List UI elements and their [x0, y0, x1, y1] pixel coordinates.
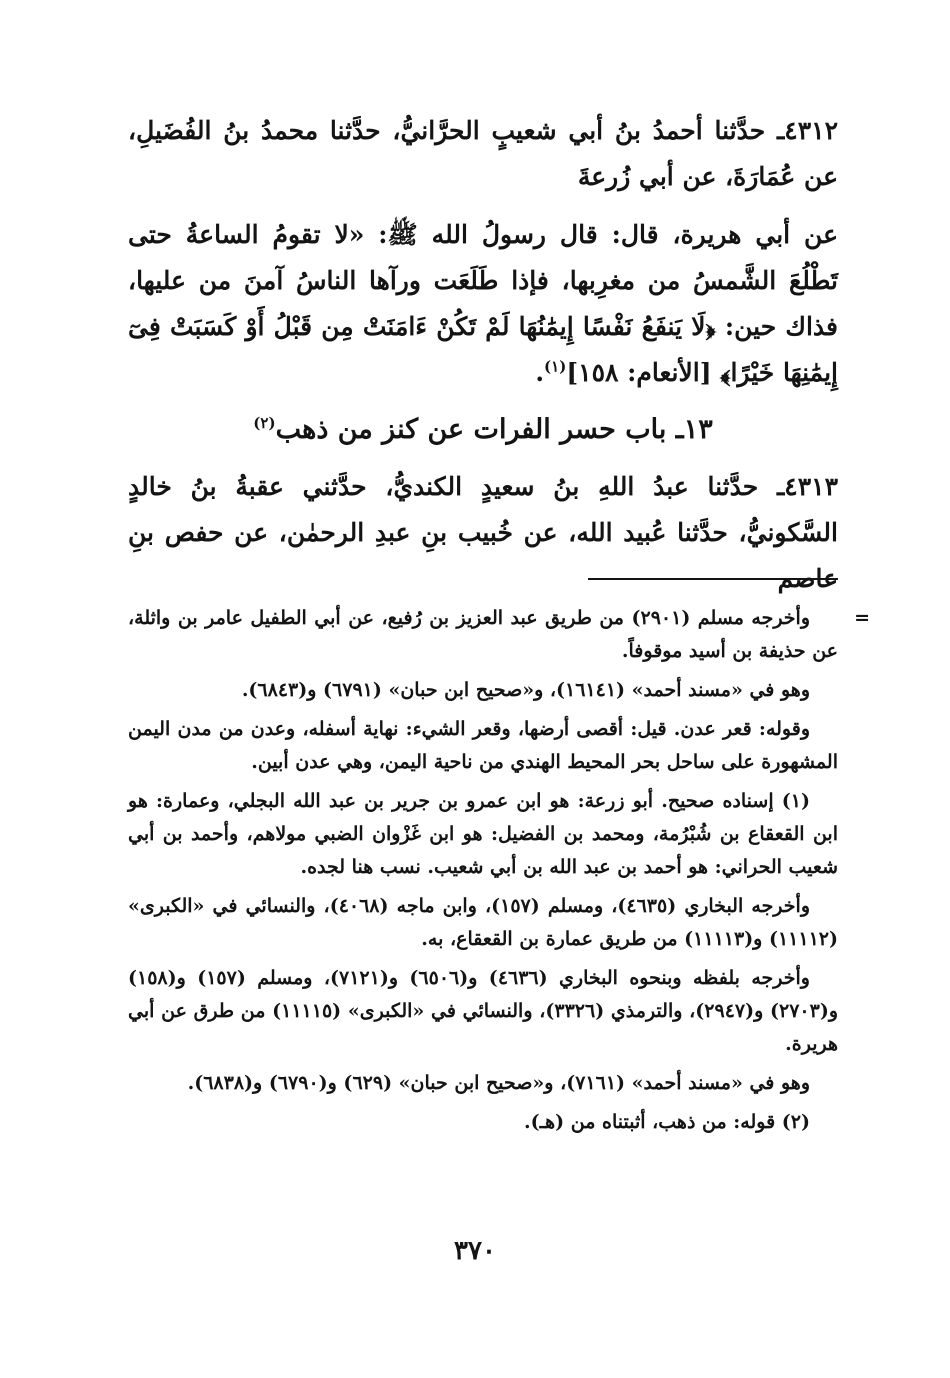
hadith-4312-body: عن أبي هريرة، قال: قال رسولُ الله ﷺ: «لا تقومُ الساعةُ حتى تَطْلُعَ الشَّمسُ من مغرِبها، فإذا طَلَعَت ورآها الناسُ آمنَ من عليها، فذاك حين: ﴿لَا يَنفَعُ نَفْسًا إِيمَٰنُهَا لَمْ تَكُنْ ءَامَنَتْ مِن قَبْلُ أَوْ كَسَبَتْ فِىٓ إِيمَٰنِهَا خَيْرًا﴾ [الأنعام: ١٥٨] — [128, 220, 838, 387]
footnote-ref-2: (٢) — [253, 414, 276, 432]
hadith-4312-isnad: ٤٣١٢ـ حدَّثنا أحمدُ بنُ أبي شعيبٍ الحرَّانيُّ، حدَّثنا محمدُ بنُ الفُضَيلِ، عن عُمَارَةَ، عن أبي زُرعةَ — [128, 116, 838, 191]
hadith-4312-matn — [128, 212, 838, 396]
page-number: ٣٧٠ — [454, 1236, 496, 1266]
footnote-separator — [588, 578, 838, 580]
chapter-heading-text: ١٣ـ باب حسر الفرات عن كنز من ذهب — [275, 414, 713, 445]
footnote-line: وهو في «مسند أحمد» (١٦١٤١)، و«صحيح ابن حبان» (٦٧٩١) و(٦٨٤٣). — [241, 679, 810, 701]
footnote-line: وأخرجه مسلم (٢٩٠١) من طريق عبد العزيز بن رُفيع، عن أبي الطفيل عامر بن واثلة، عن حذيفة بن أسيد موقوفاً. — [128, 607, 838, 662]
footnote-line: وقوله: قعر عدن. قيل: أقصى أرضها، وقعر الشيء: نهاية أسفله، وعدن من مدن اليمن المشهورة على ساحل بحر المحيط الهندي من ناحية اليمن، وهي عدن أبين. — [128, 718, 838, 773]
footnote-1: (١) إسناده صحيح. أبو زرعة: هو ابن عمرو بن جرير بن عبد الله البجلي، وعمارة: هو ابن القعقاع بن شُبْرُمة، ومحمد بن الفضيل: هو ابن غَزْوان الضبي مولاهم، وأحمد بن أبي شعيب الحراني: هو أحمد بن عبد الله بن أبي شعيب. نسب هنا لجده. — [128, 790, 838, 878]
hadith-4313-isnad: ٤٣١٣ـ حدَّثنا عبدُ اللهِ بنُ سعيدٍ الكنديُّ، حدَّثني عقبةُ بنُ خالدٍ السَّكونيُّ، حدَّثنا عُبيد الله، عن خُبيب بنِ عبدِ الرحمٰن، عن حفص بنِ عاصم — [128, 472, 838, 593]
footnote-line: وهو في «مسند أحمد» (٧١٦١)، و«صحيح ابن حبان» (٦٢٩) و(٦٧٩٠) و(٦٨٣٨). — [187, 1072, 810, 1094]
continuation-mark: = — [854, 607, 870, 629]
chapter-heading — [128, 410, 838, 450]
footnote-ref-1: (١) — [544, 357, 567, 376]
footnote-line: وأخرجه البخاري (٤٦٣٥)، ومسلم (١٥٧)، وابن ماجه (٤٠٦٨)، والنسائي في «الكبرى» (١١١١٢) و(١١١١٣) من طريق عمارة بن القعقاع، به. — [128, 895, 838, 950]
main-text-block — [128, 108, 838, 602]
footnotes-block — [128, 602, 870, 1145]
footnote-line: وأخرجه بلفظه وبنحوه البخاري (٤٦٣٦) و(٦٥٠٦) و(٧١٢١)، ومسلم (١٥٧) و(١٥٨) و(٢٧٠٣) و(٢٩٤٧)، والترمذي (٣٣٢٦)، والنسائي في «الكبرى» (١١١١٥) من طرق عن أبي هريرة. — [128, 967, 838, 1055]
hadith-4312-end: . — [535, 358, 545, 387]
footnote-2: (٢) قوله: من ذهب، أثبتناه من (هـ). — [523, 1111, 810, 1133]
